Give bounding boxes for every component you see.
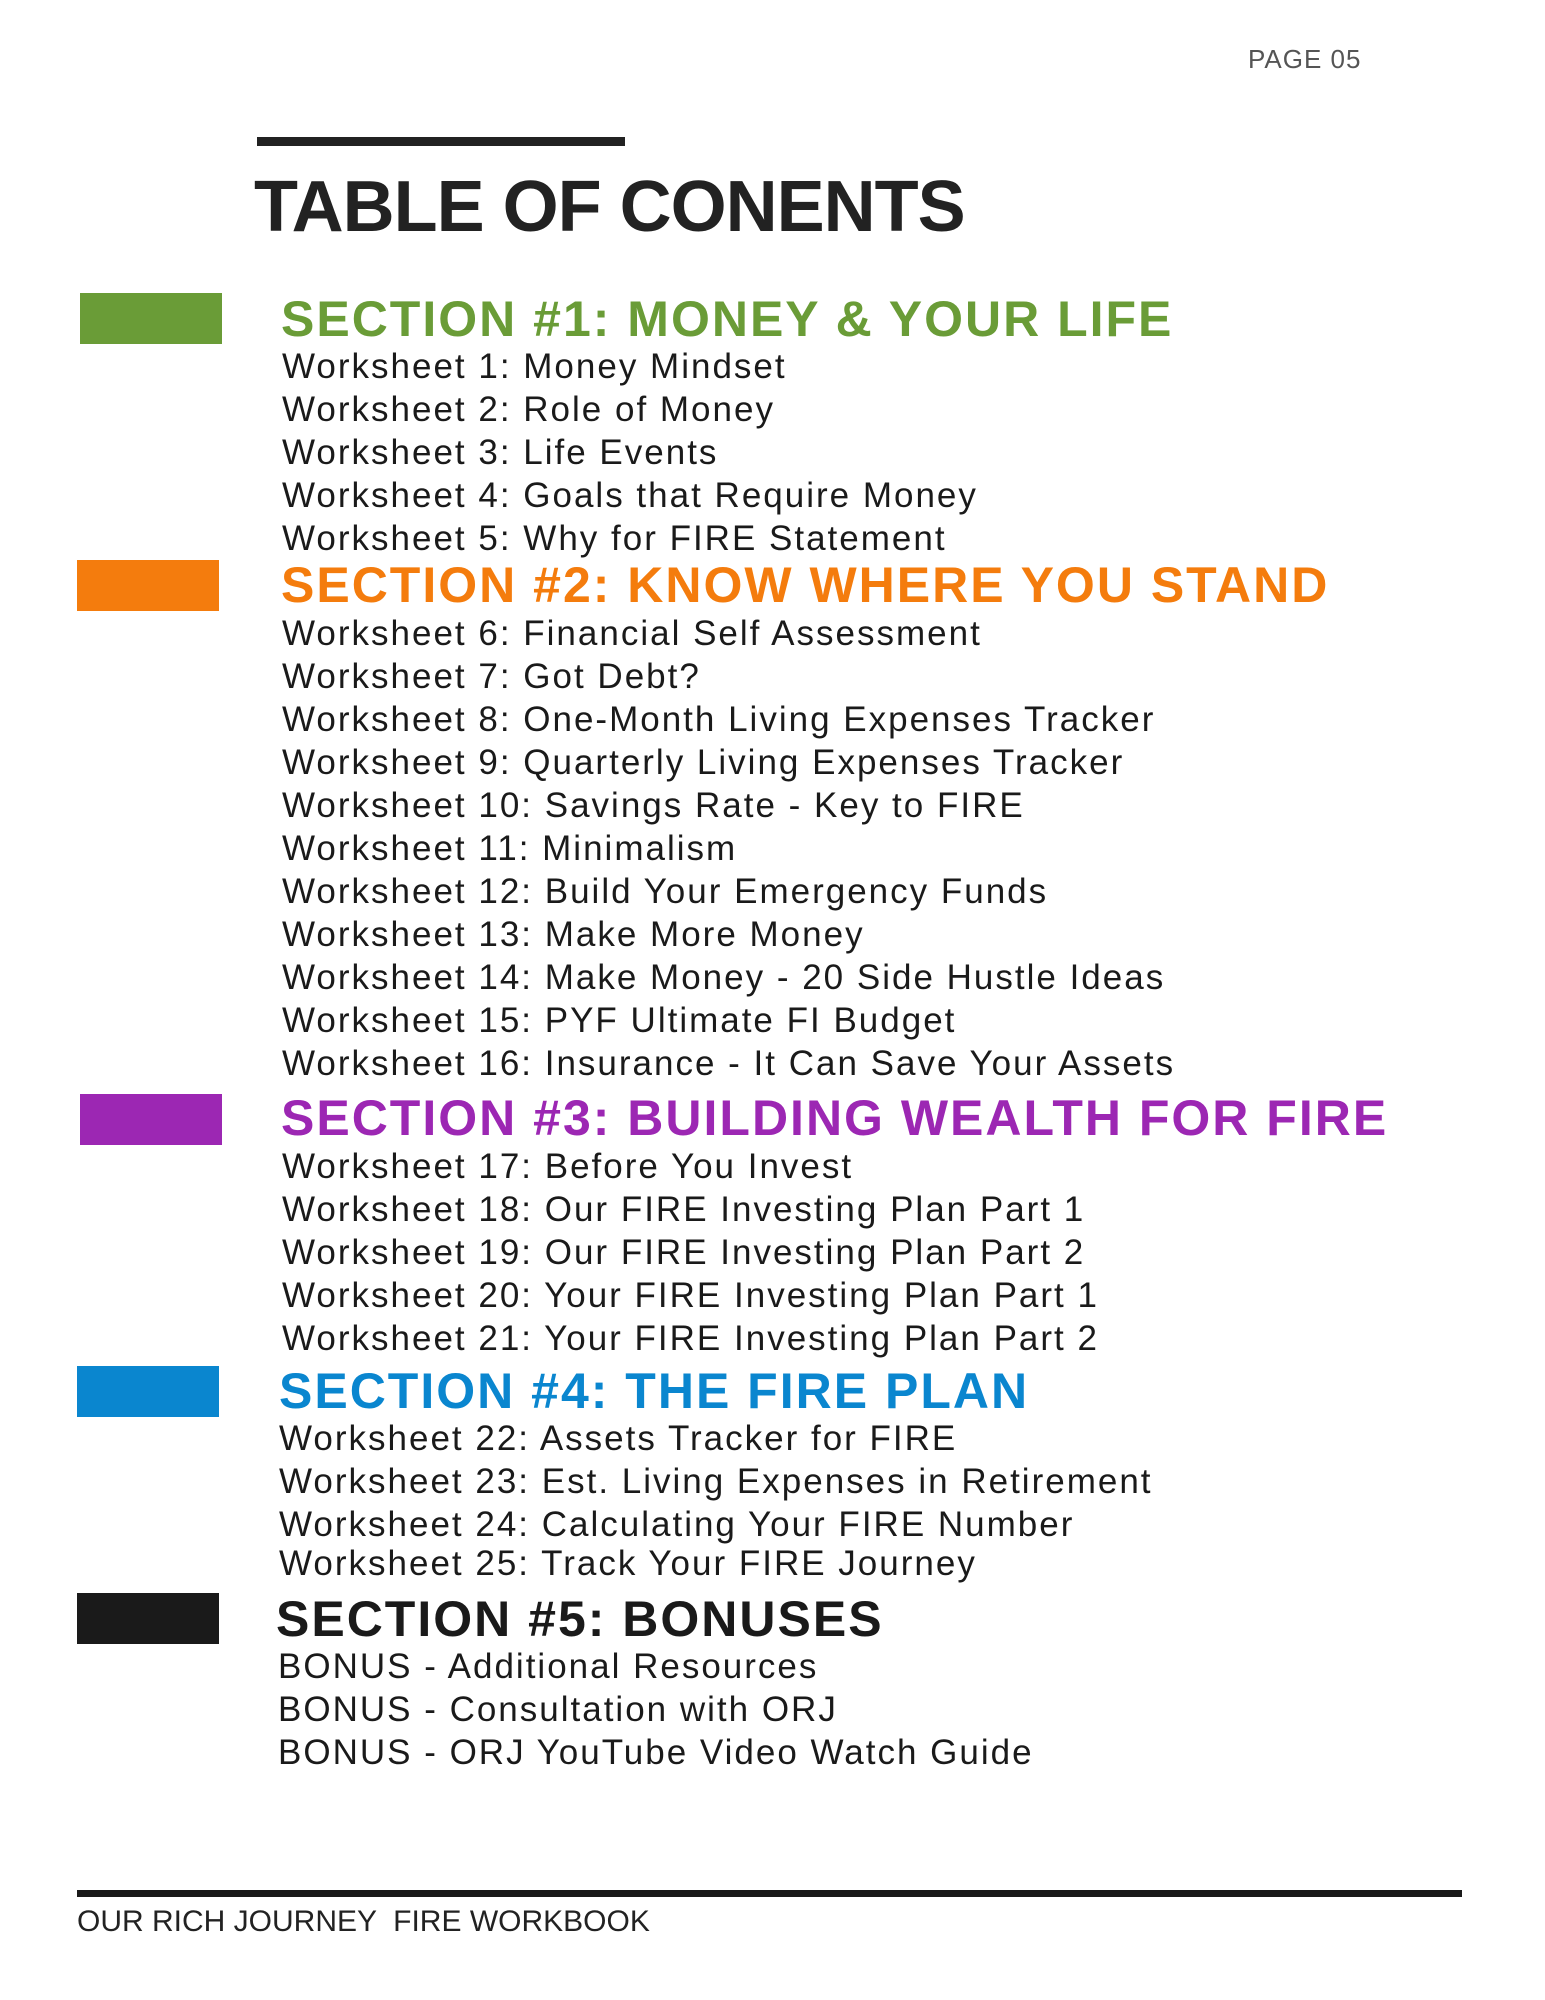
toc-item[interactable]: Worksheet 19: Our FIRE Investing Plan Part 2	[282, 1233, 1086, 1272]
title-rule	[257, 137, 625, 146]
toc-item[interactable]: Worksheet 16: Insurance - It Can Save Your Assets	[282, 1044, 1176, 1083]
toc-item[interactable]: Worksheet 10: Savings Rate - Key to FIRE	[282, 786, 1025, 825]
page-title: TABLE OF CONENTS	[254, 167, 965, 247]
footer-rule	[77, 1890, 1462, 1897]
toc-item[interactable]: Worksheet 11: Minimalism	[282, 829, 738, 868]
toc-item[interactable]: Worksheet 17: Before You Invest	[282, 1147, 854, 1186]
section-3-color-bar	[80, 1094, 222, 1145]
footer-text: OUR RICH JOURNEY FIRE WORKBOOK	[77, 1905, 650, 1938]
toc-item[interactable]: Worksheet 5: Why for FIRE Statement	[282, 519, 947, 558]
toc-item[interactable]: Worksheet 23: Est. Living Expenses in Retirement	[279, 1462, 1153, 1501]
toc-item[interactable]: Worksheet 24: Calculating Your FIRE Number	[279, 1505, 1075, 1544]
page-number: PAGE 05	[1248, 44, 1362, 74]
section-3-items	[282, 1145, 1099, 1360]
toc-item[interactable]: Worksheet 6: Financial Self Assessment	[282, 614, 982, 653]
section-3-heading[interactable]: SECTION #3: BUILDING WEALTH FOR FIRE	[281, 1090, 1389, 1146]
toc-item[interactable]: BONUS - Consultation with ORJ	[278, 1690, 838, 1729]
toc-item[interactable]: Worksheet 21: Your FIRE Investing Plan Part 2	[282, 1319, 1099, 1358]
section-4-color-bar	[77, 1366, 219, 1417]
toc-item[interactable]: Worksheet 7: Got Debt?	[282, 657, 701, 696]
toc-item[interactable]: Worksheet 25: Track Your FIRE Journey	[279, 1544, 977, 1583]
section-4-heading[interactable]: SECTION #4: THE FIRE PLAN	[279, 1363, 1030, 1419]
toc-item[interactable]: BONUS - ORJ YouTube Video Watch Guide	[278, 1733, 1034, 1772]
toc-item[interactable]: Worksheet 9: Quarterly Living Expenses Tracker	[282, 743, 1125, 782]
toc-item[interactable]: Worksheet 3: Life Events	[282, 433, 719, 472]
section-2-heading[interactable]: SECTION #2: KNOW WHERE YOU STAND	[281, 557, 1330, 613]
section-2-color-bar	[77, 560, 219, 611]
toc-item[interactable]: Worksheet 13: Make More Money	[282, 915, 865, 954]
toc-item[interactable]: Worksheet 8: One-Month Living Expenses Tracker	[282, 700, 1156, 739]
toc-item[interactable]: Worksheet 4: Goals that Require Money	[282, 476, 978, 515]
toc-item[interactable]: Worksheet 2: Role of Money	[282, 390, 775, 429]
toc-item[interactable]: Worksheet 1: Money Mindset	[282, 347, 787, 386]
section-4-items	[279, 1417, 1153, 1585]
toc-item[interactable]: BONUS - Additional Resources	[278, 1647, 819, 1686]
toc-item[interactable]: Worksheet 12: Build Your Emergency Funds	[282, 872, 1049, 911]
toc-item[interactable]: Worksheet 15: PYF Ultimate FI Budget	[282, 1001, 957, 1040]
section-5-heading[interactable]: SECTION #5: BONUSES	[276, 1591, 884, 1647]
section-1-color-bar	[80, 293, 222, 344]
toc-item[interactable]: Worksheet 18: Our FIRE Investing Plan Part 1	[282, 1190, 1086, 1229]
toc-item[interactable]: Worksheet 22: Assets Tracker for FIRE	[279, 1419, 958, 1458]
section-1-heading[interactable]: SECTION #1: MONEY & YOUR LIFE	[281, 291, 1174, 347]
section-1-items	[282, 345, 978, 560]
toc-item[interactable]: Worksheet 20: Your FIRE Investing Plan Part 1	[282, 1276, 1099, 1315]
section-2-items	[282, 612, 1175, 1085]
section-5-color-bar	[77, 1593, 219, 1644]
toc-item[interactable]: Worksheet 14: Make Money - 20 Side Hustle Ideas	[282, 958, 1166, 997]
section-5-items	[278, 1645, 1034, 1774]
